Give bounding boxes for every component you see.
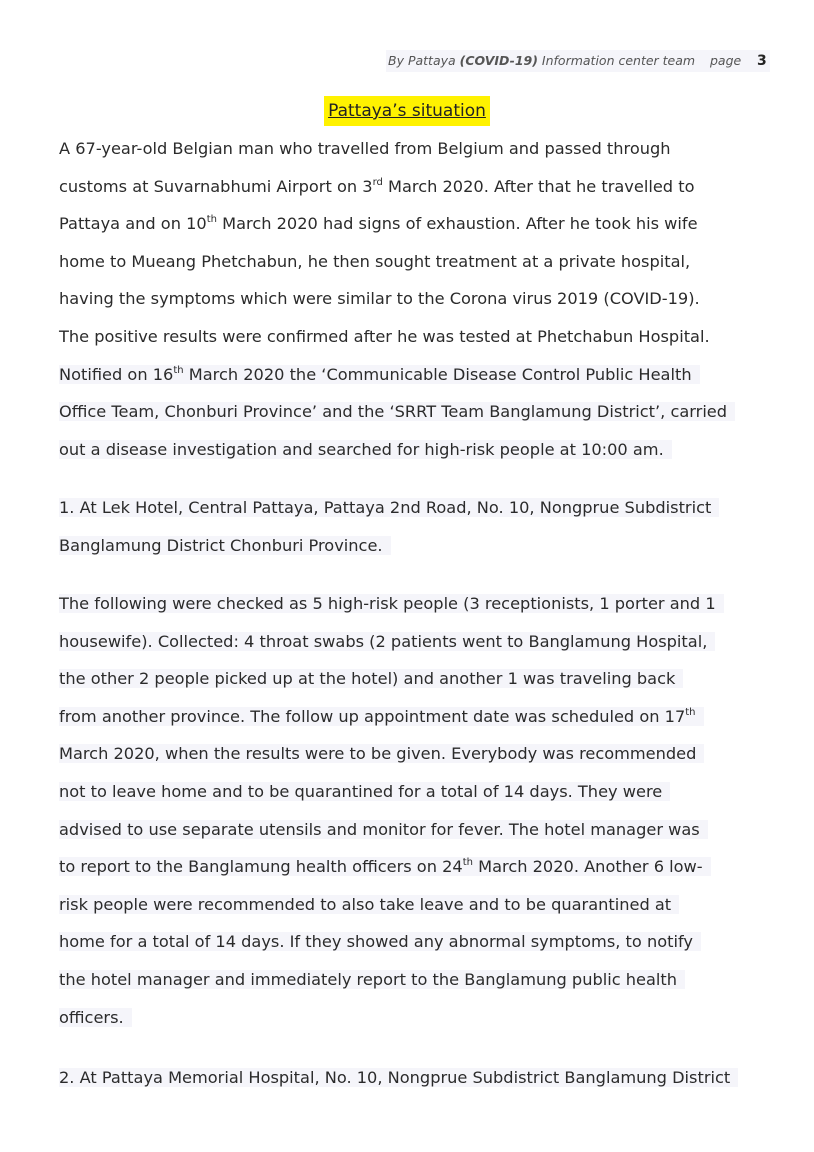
- text-segment: 1. At Lek Hotel, Central Pattaya, Pattaya 2nd Road, No. 10, Nongprue Subdistrict: [59, 498, 712, 517]
- text-segment: Pattaya and on 10: [59, 214, 207, 234]
- text-line-content: [59, 970, 685, 989]
- text-segment: March 2020 the ‘Communicable Disease Control Public Health: [183, 364, 692, 384]
- text-segment: out a disease investigation and searched for high-risk people at 10:00 am.: [59, 439, 664, 459]
- text-line-content: [59, 440, 672, 459]
- text-line-content: [59, 632, 715, 651]
- text-segment: home to Mueang Phetchabun, he then sought treatment at a private hospital,: [59, 251, 691, 271]
- text-line: [59, 356, 779, 394]
- text-line: [59, 773, 779, 811]
- text-segment: the hotel manager and immediately report to the Banglamung public health: [59, 969, 678, 989]
- section-1-heading: [59, 489, 779, 564]
- text-line: [59, 961, 779, 999]
- text-line: [59, 168, 779, 206]
- text-line-content: [59, 820, 708, 839]
- text-line-content: [59, 932, 701, 951]
- ordinal-superscript: th: [173, 364, 184, 376]
- text-line: [59, 623, 779, 661]
- text-line-content: [59, 895, 679, 914]
- text-line: [59, 489, 779, 527]
- text-line-content: [59, 594, 724, 613]
- header-org-bold: (COVID-19): [459, 53, 538, 68]
- section-1-paragraph: [59, 585, 779, 1036]
- text-segment: risk people were recommended to also take leave and to be quarantined at: [59, 894, 672, 914]
- text-segment: home for a total of 14 days. If they showed any abnormal symptoms, to notify: [59, 932, 693, 952]
- text-segment: not to leave home and to be quarantined for a total of 14 days. They were: [59, 781, 663, 801]
- text-segment: March 2020 had signs of exhaustion. After he took his wife: [216, 214, 698, 234]
- ordinal-superscript: th: [206, 214, 217, 226]
- page-header: [386, 50, 770, 72]
- intro-paragraph: [59, 130, 779, 468]
- text-line-content: [59, 707, 704, 726]
- text-line-content: [59, 139, 671, 158]
- header-organization: [388, 50, 695, 72]
- header-org-prefix: By Pattaya: [388, 53, 460, 68]
- text-line-content: [59, 1068, 738, 1087]
- text-line: [59, 698, 779, 736]
- page-label: page: [710, 53, 742, 68]
- text-segment: the other 2 people picked up at the hotel) and another 1 was traveling back: [59, 669, 676, 689]
- text-line: [59, 205, 779, 243]
- text-line: [59, 318, 779, 356]
- text-line-content: [59, 857, 711, 876]
- text-line: [59, 243, 779, 281]
- text-line: [59, 848, 779, 886]
- text-line: [59, 886, 779, 924]
- text-segment: housewife). Collected: 4 throat swabs (2 patients went to Banglamung Hospital,: [59, 631, 708, 651]
- text-line: [59, 1059, 779, 1097]
- ordinal-superscript: th: [685, 706, 696, 718]
- text-line: [59, 431, 779, 469]
- text-line: [59, 130, 779, 168]
- page-number: 3: [757, 53, 767, 69]
- text-segment: from another province. The follow up appointment date was scheduled on 17: [59, 706, 686, 726]
- text-segment: 2. At Pattaya Memorial Hospital, No. 10, Nongprue Subdistrict Banglamung District: [59, 1068, 731, 1087]
- text-segment: Office Team, Chonburi Province’ and the ‘SRRT Team Banglamung District’, carried: [59, 402, 728, 422]
- text-line: [59, 393, 779, 431]
- text-line-content: [59, 402, 735, 421]
- text-line-content: [59, 1008, 132, 1027]
- text-line: [59, 527, 779, 565]
- text-line: [59, 660, 779, 698]
- text-line-content: [59, 365, 700, 384]
- text-segment: Banglamung District Chonburi Province.: [59, 535, 383, 555]
- text-segment: customs at Suvarnabhumi Airport on 3: [59, 176, 373, 196]
- header-org-suffix: Information center team: [537, 53, 696, 68]
- text-segment: officers.: [59, 1007, 124, 1027]
- text-segment: advised to use separate utensils and monitor for fever. The hotel manager was: [59, 819, 700, 839]
- text-segment: The following were checked as 5 high-risk people (3 receptionists, 1 porter and 1: [59, 594, 716, 613]
- text-line-content: [59, 252, 690, 271]
- text-line: [59, 811, 779, 849]
- document-title: Pattaya’s situation: [324, 96, 490, 126]
- title-wrapper: [0, 96, 814, 126]
- text-line-content: [59, 536, 391, 555]
- text-line-content: [59, 498, 719, 517]
- text-segment: March 2020. Another 6 low-: [472, 857, 703, 877]
- text-line: [59, 280, 779, 318]
- text-line-content: [59, 327, 710, 346]
- section-2-heading: [59, 1059, 779, 1097]
- text-line: [59, 999, 779, 1037]
- text-line-content: [59, 744, 704, 763]
- text-segment: March 2020. After that he travelled to: [382, 176, 695, 196]
- text-segment: to report to the Banglamung health officers on 24: [59, 857, 463, 877]
- text-line-content: [59, 782, 670, 801]
- text-segment: Notified on 16: [59, 364, 174, 384]
- text-line: [59, 585, 779, 623]
- text-line: [59, 735, 779, 773]
- ordinal-superscript: rd: [372, 176, 383, 188]
- text-line: [59, 923, 779, 961]
- text-segment: The positive results were confirmed after he was tested at Phetchabun Hospital.: [59, 326, 710, 346]
- text-segment: March 2020, when the results were to be given. Everybody was recommended: [59, 744, 697, 764]
- text-line-content: [59, 669, 683, 688]
- ordinal-superscript: th: [462, 857, 473, 869]
- text-line-content: [59, 177, 694, 196]
- text-line-content: [59, 289, 700, 308]
- text-line-content: [59, 214, 698, 233]
- text-segment: A 67-year-old Belgian man who travelled from Belgium and passed through: [59, 139, 671, 158]
- text-segment: having the symptoms which were similar to the Corona virus 2019 (COVID-19).: [59, 289, 700, 309]
